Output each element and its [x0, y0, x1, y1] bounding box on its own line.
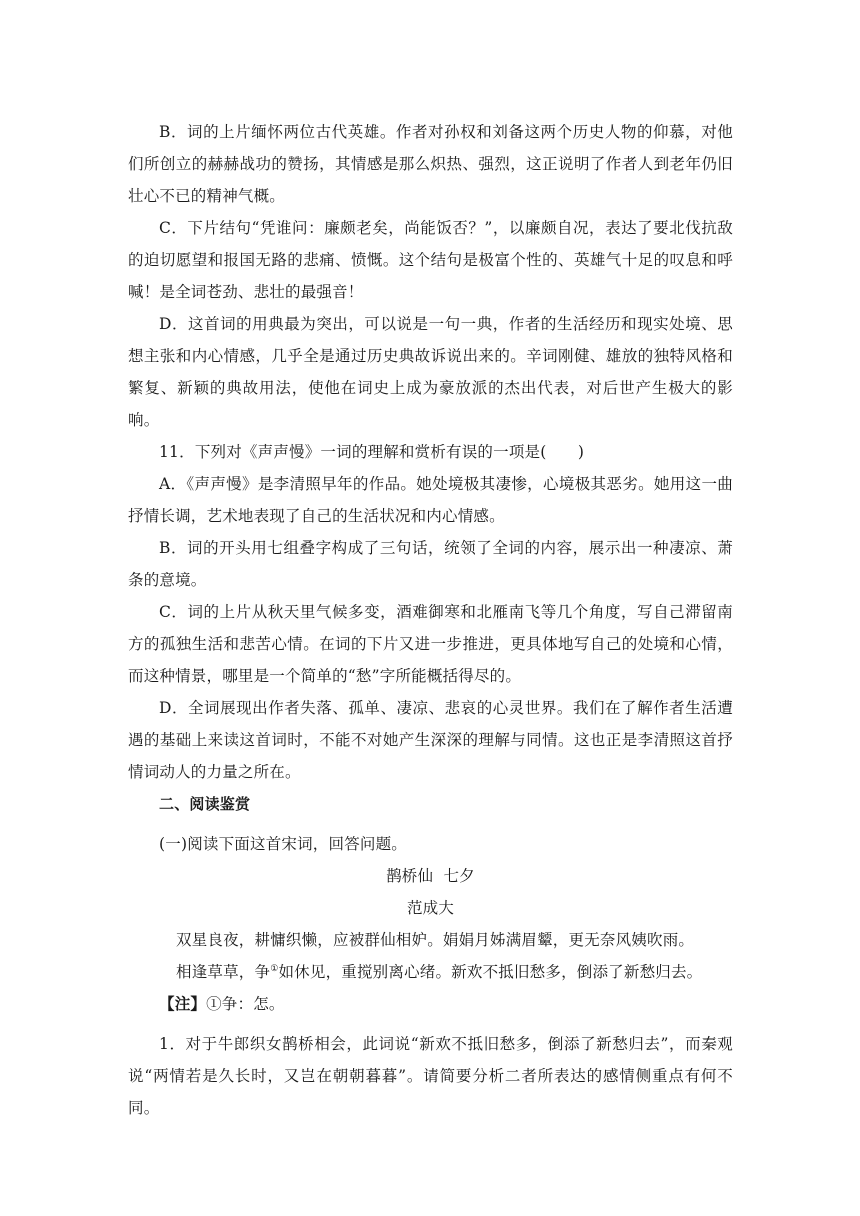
poem-line-2-after: 如休见，重搅别离心绪。新欢不抵旧愁多，倒添了新愁归去。	[278, 963, 703, 981]
note-mark: 【注】	[159, 995, 207, 1013]
footnote-marker: ①	[270, 963, 279, 974]
poem-title: 鹊桥仙 七夕	[386, 867, 475, 885]
poem-line-2-before: 相逢草草，争	[176, 963, 271, 981]
poem-note	[128, 988, 733, 1020]
q10-option-b: B．词的上片缅怀两位古代英雄。作者对孙权和刘备这两个历史人物的仰慕，对他们所创立的赫赫战功的赞扬，其情感是那么炽热、强烈，这正说明了作者人到老年仍旧壮心不已的精神气概。	[128, 123, 733, 205]
document-body	[128, 116, 733, 1124]
q11-stem: 11．下列对《声声慢》一词的理解和赏析有误的一项是( )	[159, 443, 585, 461]
q11-option-c: C．词的上片从秋天里气候多变，酒难御寒和北雁南飞等几个角度，写自己滞留南方的孤独生活和悲苦心情。在词的下片又进一步推进，更具体地写自己的处境和心情，而这种情景，哪里是一个简单的“愁”字所能概括得尽的。	[128, 603, 733, 685]
q10-option-c: C．下片结句“凭谁问：廉颇老矣，尚能饭否？”，以廉颇自况，表达了要北伐抗敌的迫切愿望和报国无路的悲痛、愤慨。这个结句是极富个性的、英雄气十足的叹息和呼喊！是全词苍劲、悲壮的最强音！	[128, 219, 733, 301]
q11-option-d: D．全词展现出作者失落、孤单、凄凉、悲哀的心灵世界。我们在了解作者生活遭遇的基础上来读这首词时，不能不对她产生深深的理解与同情。这也正是李清照这首抒情词动人的力量之所在。	[128, 699, 733, 781]
q10-option-d: D．这首词的用典最为突出，可以说是一句一典，作者的生活经历和现实处境、思想主张和内心情感，几乎全是通过历史典故诉说出来的。辛词刚健、雄放的独特风格和繁复、新颖的典故用法，使他在词史上成为豪放派的杰出代表，对后世产生极大的影响。	[128, 315, 733, 429]
section-intro: (一)阅读下面这首宋词，回答问题。	[159, 835, 407, 853]
poem-author: 范成大	[406, 899, 455, 917]
note-text: ①争：怎。	[206, 995, 285, 1013]
q11-option-b: B．词的开头用七组叠字构成了三句话，统领了全词的内容，展示出一种凄凉、萧条的意境。	[128, 539, 733, 589]
poem-line-1: 双星良夜，耕慵织懒，应被群仙相妒。娟娟月姊满眉颦，更无奈风姨吹雨。	[176, 931, 695, 949]
poem-line-2	[128, 956, 733, 988]
q11-option-a: A．《声声慢》是李清照早年的作品。她处境极其凄惨，心境极其恶劣。她用这一曲抒情长调，艺术地表现了自己的生活状况和内心情感。	[128, 475, 733, 525]
section-heading: 二、阅读鉴赏	[159, 795, 251, 813]
question-1: 1．对于牛郎织女鹊桥相会，此词说“新欢不抵旧愁多，倒添了新愁归去”，而秦观说“两情若是久长时，又岂在朝朝暮暮”。请简要分析二者所表达的感情侧重点有何不同。	[128, 1035, 733, 1117]
